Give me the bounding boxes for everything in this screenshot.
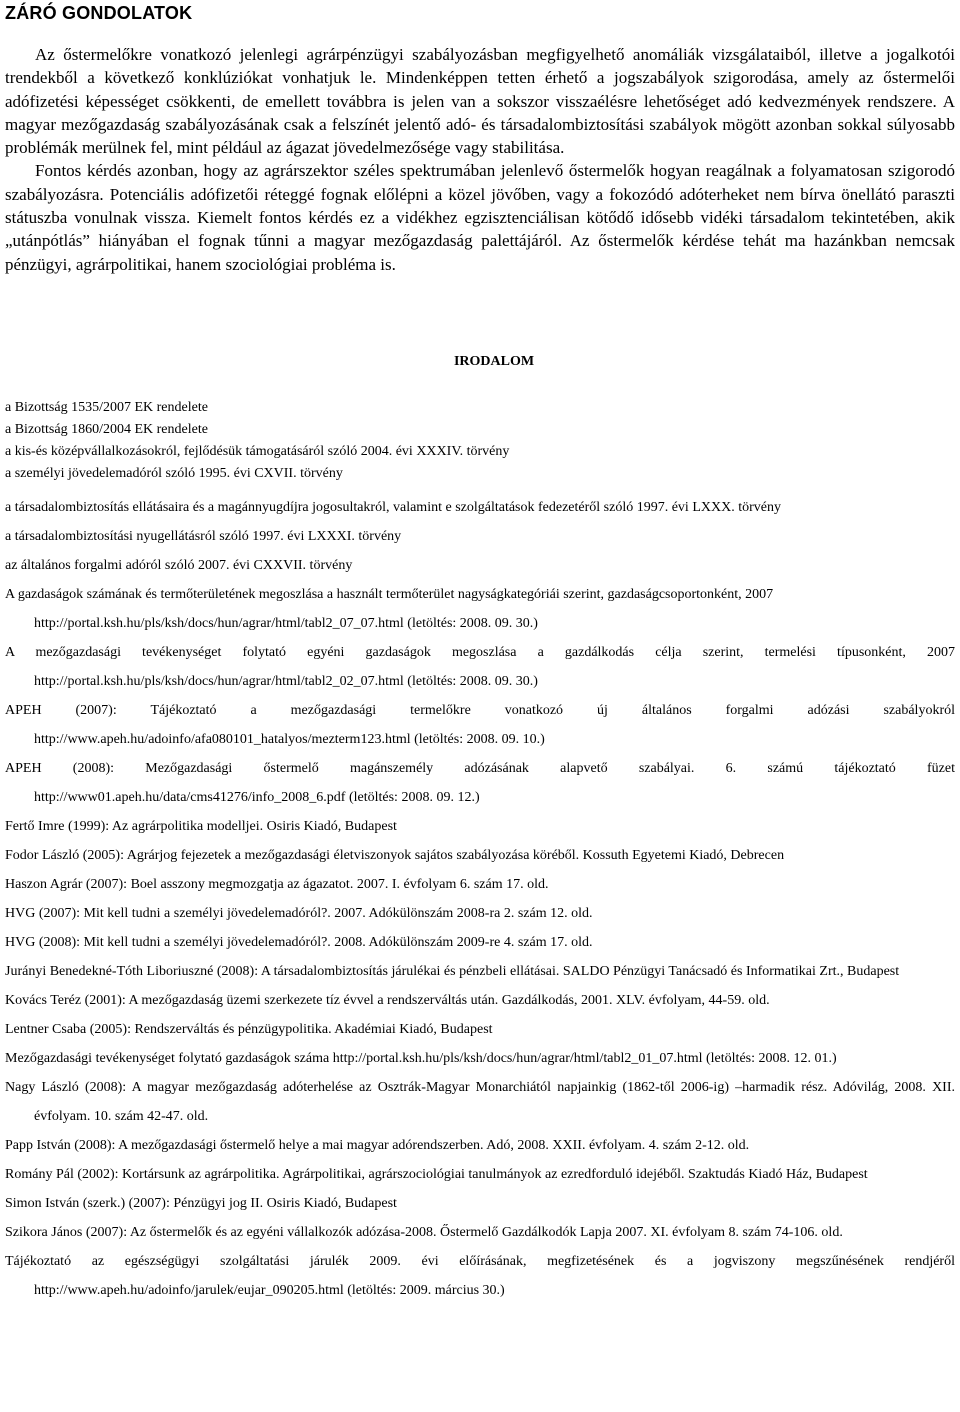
reference-url: http://www.apeh.hu/adoinfo/afa080101_hatalyos/mezterm123.html (letöltés: 2008. 09. 10.) [34, 732, 545, 747]
reference-item: Kovács Teréz (2001): A mezőgazdaság üzemi szerkezete tíz évvel a rendszerváltás után. Gazdálkodás, 2001. XLV. évfolyam, 44-59. old. [5, 993, 770, 1008]
reference-item: a kis-és középvállalkozásokról, fejlődésük támogatásáról szóló 2004. évi XXXIV. törvény [5, 444, 510, 459]
reference-item: Haszon Agrár (2007): Boel asszony megmozgatja az ágazatot. 2007. I. évfolyam 6. szám 17. old. [5, 877, 549, 892]
reference-item: a társadalombiztosítás ellátásaira és a magánnyugdíjra jogosultakról, valamint e szolgáltatások fedezetéről szóló 1997. évi LXXX. törvény [5, 500, 781, 515]
reference-item: Szikora János (2007): Az őstermelők és az egyéni vállalkozók adózása-2008. Őstermelő Gazdálkodók Lapja 2007. XI. évfolyam 8. szám 74-106. old. [5, 1225, 843, 1240]
reference-url: http://www01.apeh.hu/data/cms41276/info_2008_6.pdf (letöltés: 2008. 09. 12.) [34, 790, 480, 805]
reference-text: Tájékoztató az egészségügyi szolgáltatási járulék 2009. évi előírásának, megfizetésének és a jogviszony megszűnésének rendjéről [5, 1254, 955, 1269]
reference-item: a társadalombiztosítási nyugellátásról szóló 1997. évi LXXXI. törvény [5, 529, 402, 544]
reference-item: Nagy László (2008): A magyar mezőgazdaság adóterhelése az Osztrák-Magyar Monarchiától napjainkig (1862-től 2006-ig) –harmadik rész. Adóvilág, 2008. XII. évfolyam. 10. szám 42-47. old. [5, 1080, 955, 1124]
reference-item: Fertő Imre (1999): Az agrárpolitika modelljei. Osiris Kiadó, Budapest [5, 819, 397, 834]
reference-item: a személyi jövedelemadóról szóló 1995. évi CXVII. törvény [5, 466, 343, 481]
reference-text: A mezőgazdasági tevékenységet folytató egyéni gazdaságok megoszlása a gazdálkodás célja szerint, termelési típusonként, 2007 [5, 645, 955, 660]
paragraph: Fontos kérdés azonban, hogy az agrárszektor széles spektrumában jelenlevő őstermelők hogyan reagálnak a folyamatosan szigorodó szabályozásra. Potenciális adófizetői réteggé fognak előlépni a közel jövőben, vagy a fokozódó adóterheket nem bírva önellátó paraszti státuszba vonulnak vissza. Kiemelt fontos kérdés ez a vidékhez egzisztenciálisan kötődő idősebb vidéki társadalom tekintetében, akik „utánpótlás” hiányában el fognak tűnni a magyar mezőgazdaság palettájáról. Az őstermelők kérdése tehát ma hazánkban nemcsak pénzügyi, agrárpolitikai, hanem szociológiai probléma is. [5, 161, 955, 274]
reference-item: Fodor László (2005): Agrárjog fejezetek a mezőgazdasági életviszonyok sajátos szabályozása köréből. Kossuth Egyetemi Kiadó, Debrecen [5, 848, 785, 863]
reference-url: http://portal.ksh.hu/pls/ksh/docs/hun/agrar/html/tabl2_07_07.html (letöltés: 2008. 09. 30.) [34, 616, 538, 631]
reference-item: Mezőgazdasági tevékenységet folytató gazdaságok száma http://portal.ksh.hu/pls/ksh/docs/hun/agrar/html/tabl2_01_07.html (letöltés: 2008. 12. 01.) [5, 1051, 837, 1066]
reference-item: a Bizottság 1860/2004 EK rendelete [5, 422, 208, 437]
reference-item [5, 638, 955, 696]
conclusion-text [5, 43, 955, 276]
reference-item [5, 580, 955, 638]
reference-item: Papp István (2008): A mezőgazdasági őstermelő helye a mai magyar adórendszerben. Adó, 2008. XXII. évfolyam. 4. szám 2-12. old. [5, 1138, 750, 1153]
reference-item: Simon István (szerk.) (2007): Pénzügyi jog II. Osiris Kiadó, Budapest [5, 1196, 397, 1211]
reference-item: Romány Pál (2002): Kortársunk az agrárpolitika. Agrárpolitikai, agrárszociológiai tanulmányok az ezredforduló idejéből. Szaktudás Kiadó Ház, Budapest [5, 1167, 868, 1182]
reference-item [5, 754, 955, 812]
reference-url: http://portal.ksh.hu/pls/ksh/docs/hun/agrar/html/tabl2_02_07.html (letöltés: 2008. 09. 30.) [34, 674, 538, 689]
reference-text: A gazdaságok számának és termőterületének megoszlása a használt termőterület nagyságkategóriái szerint, gazdaságcsoportonként, 2007 [5, 587, 774, 602]
reference-item: HVG (2007): Mit kell tudni a személyi jövedelemadóról?. 2007. Adókülönszám 2008-ra 2. szám 12. old. [5, 906, 593, 921]
paragraph: Az őstermelőkre vonatkozó jelenlegi agrárpénzügyi szabályozásban megfigyelhető anomáliák vizsgálataiból, illetve a jogalkotói trendekből a következő konklúziókat vonhatjuk le. Mindenképpen tetten érhető a jogszabályok szigorodása, amely az őstermelői adófizetési képességet csökkenti, de emellett továbbra is jelen van a sokszor visszaélésre lehetőséget adó kedvezmények rendszere. A magyar mezőgazdaság szabályozásának csak a felszínét jelentő adó- és társadalombiztosítási szabályok mögött azonban sokkal súlyosabb problémák merülnek fel, mint például az ágazat jövedelmezősége vagy stabilitása. [5, 45, 955, 158]
reference-item: Lentner Csaba (2005): Rendszerváltás és pénzügypolitika. Akadémiai Kiadó, Budapest [5, 1022, 493, 1037]
reference-item [5, 696, 955, 754]
reference-item: Jurányi Benedekné-Tóth Liboriuszné (2008): A társadalombiztosítás járulékai és pénzbeli ellátásai. SALDO Pénzügyi Tanácsadó és Informatikai Zrt., Budapest [5, 964, 900, 979]
references-title: IRODALOM [453, 354, 535, 369]
reference-item: a Bizottság 1535/2007 EK rendelete [5, 400, 208, 415]
reference-item: HVG (2008): Mit kell tudni a személyi jövedelemadóról?. 2008. Adókülönszám 2009-re 4. szám 17. old. [5, 935, 593, 950]
section-heading: ZÁRÓ GONDOLATOK [5, 3, 193, 23]
reference-item: az általános forgalmi adóról szóló 2007. évi CXXVII. törvény [5, 558, 353, 573]
reference-url: http://www.apeh.hu/adoinfo/jarulek/eujar_090205.html (letöltés: 2009. március 30.) [34, 1283, 505, 1298]
reference-item [5, 1247, 955, 1305]
reference-text: APEH (2008): Mezőgazdasági őstermelő magánszemély adózásának alapvető szabályai. 6. számú tájékoztató füzet [5, 761, 955, 776]
reference-text: APEH (2007): Tájékoztató a mezőgazdasági termelőkre vonatkozó új általános forgalmi adózási szabályokról [5, 703, 955, 718]
reference-list [5, 397, 955, 1305]
